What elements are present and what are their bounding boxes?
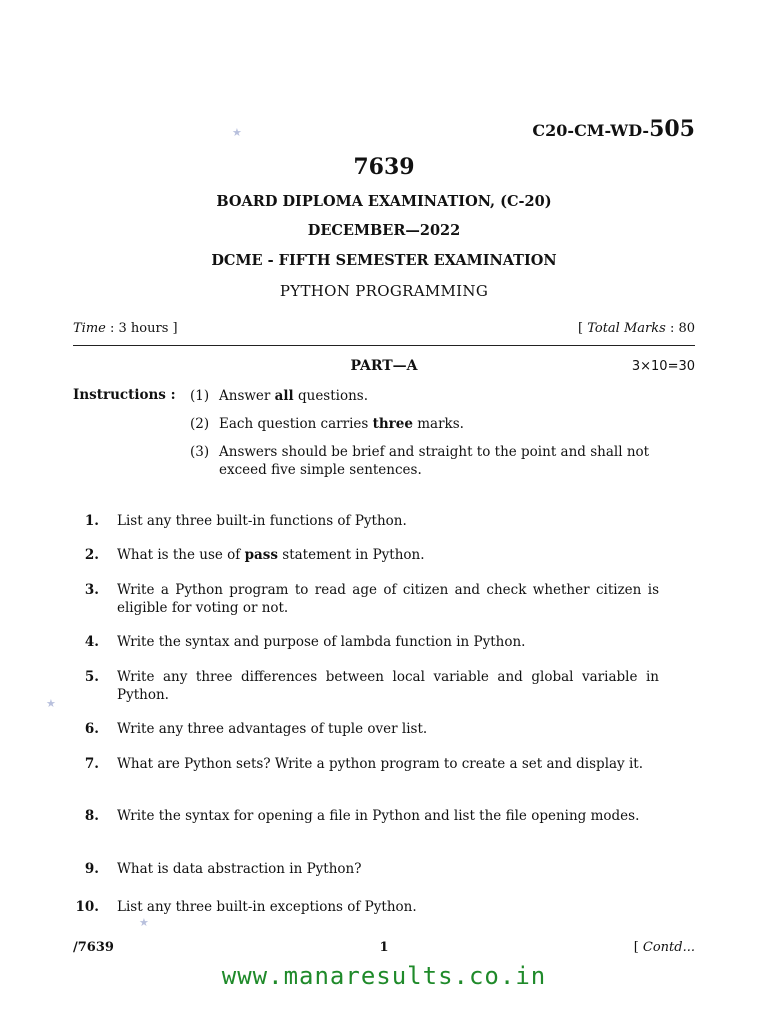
- paper-code-suffix: 505: [649, 116, 695, 142]
- instruction-text: Answer: [219, 388, 275, 404]
- marks-bracket: [: [578, 321, 588, 336]
- question-number: 8.: [84, 808, 99, 824]
- part-title: PART—A: [350, 358, 418, 374]
- exam-session: DECEMBER—2022: [307, 222, 461, 239]
- contd-text: Contd...: [642, 940, 695, 955]
- question-text: [117, 755, 659, 773]
- instruction-number: (3): [190, 444, 210, 460]
- watermark-star-icon: ★: [46, 697, 56, 710]
- instruction-number: (1): [190, 388, 210, 404]
- instruction-number: (2): [190, 416, 210, 432]
- question-text: [117, 720, 659, 738]
- footer-continued: [634, 940, 695, 955]
- question-text: [117, 581, 659, 617]
- exam-title: DCME - FIFTH SEMESTER EXAMINATION: [211, 252, 557, 269]
- paper-number: 7639: [353, 154, 415, 180]
- question-text-start: List any three built-in exceptions of Python.: [117, 899, 417, 915]
- question-text-start: Write the syntax and purpose of lambda function in Python.: [117, 634, 526, 650]
- question-item: [73, 546, 659, 564]
- subject-title: PYTHON PROGRAMMING: [279, 282, 489, 300]
- question-text: [117, 633, 659, 651]
- question-text-start: What is the use of: [117, 547, 245, 563]
- question-text-end: statement in Python.: [277, 547, 425, 563]
- time-value: : 3 hours ]: [110, 321, 178, 336]
- question-text-start: Write a Python program to read age of citizen and check whether citizen is eligible for voting or not.: [117, 582, 659, 616]
- question-text: [117, 668, 659, 704]
- instruction-item: [190, 387, 670, 405]
- question-text: [117, 860, 659, 878]
- question-text-start: Write any three differences between local variable and global variable in Python.: [117, 669, 659, 703]
- question-item: [73, 807, 659, 825]
- question-item: [73, 581, 659, 617]
- paper-code: [532, 116, 695, 142]
- instruction-emphasis: all: [274, 388, 294, 404]
- question-item: [73, 898, 659, 916]
- question-number: 6.: [84, 721, 99, 737]
- question-text-start: What is data abstraction in Python?: [117, 861, 362, 877]
- instruction-text: Answers should be brief and straight to the point and shall not exceed five simple sentences.: [219, 444, 650, 478]
- contd-bracket: [: [633, 940, 643, 955]
- question-number: 9.: [84, 861, 99, 877]
- question-number: 1.: [84, 513, 99, 529]
- watermark-star-icon: ★: [139, 916, 149, 929]
- watermark-star-icon: ★: [232, 126, 242, 139]
- question-item: [73, 633, 659, 651]
- time-label: Time: [73, 321, 106, 336]
- question-emphasis: pass: [244, 547, 278, 563]
- footer-paper-number: /7639: [73, 940, 114, 955]
- instruction-item: [190, 415, 670, 433]
- question-text-start: List any three built-in functions of Python.: [117, 513, 407, 529]
- question-item: [73, 512, 659, 530]
- question-number: 7.: [84, 756, 99, 772]
- question-number: 3.: [84, 582, 99, 598]
- instruction-text-end: marks.: [412, 416, 464, 432]
- instruction-text-end: questions.: [293, 388, 369, 404]
- website-link[interactable]: www.manaresults.co.in: [221, 962, 547, 990]
- time-allowed: [73, 321, 178, 336]
- instruction-emphasis: three: [372, 416, 413, 432]
- question-item: [73, 668, 659, 704]
- instruction-item: [190, 443, 670, 479]
- question-text: [117, 512, 659, 530]
- marks-value: : 80: [669, 321, 695, 336]
- question-item: [73, 860, 659, 878]
- question-text-start: Write the syntax for opening a file in Python and list the file opening modes.: [117, 808, 640, 824]
- question-number: 10.: [75, 899, 99, 915]
- question-text: [117, 807, 659, 825]
- marks-label: Total Marks: [587, 321, 666, 336]
- question-text: [117, 898, 659, 916]
- instruction-text: Each question carries: [219, 416, 373, 432]
- question-number: 4.: [84, 634, 99, 650]
- question-text-start: Write any three advantages of tuple over list.: [117, 721, 428, 737]
- question-item: [73, 755, 659, 773]
- question-number: 5.: [84, 669, 99, 685]
- board-title: BOARD DIPLOMA EXAMINATION, (C-20): [216, 193, 552, 210]
- question-text: [117, 546, 659, 564]
- part-marks: 3×10=30: [631, 359, 695, 374]
- question-number: 2.: [84, 547, 99, 563]
- question-text-start: What are Python sets? Write a python program to create a set and display it.: [117, 756, 644, 772]
- paper-code-prefix: C20-CM-WD-: [532, 121, 650, 140]
- total-marks: [578, 321, 695, 336]
- question-item: [73, 720, 659, 738]
- header-divider: [73, 345, 695, 346]
- page-number: 1: [379, 940, 389, 955]
- instructions-label: Instructions :: [73, 387, 176, 403]
